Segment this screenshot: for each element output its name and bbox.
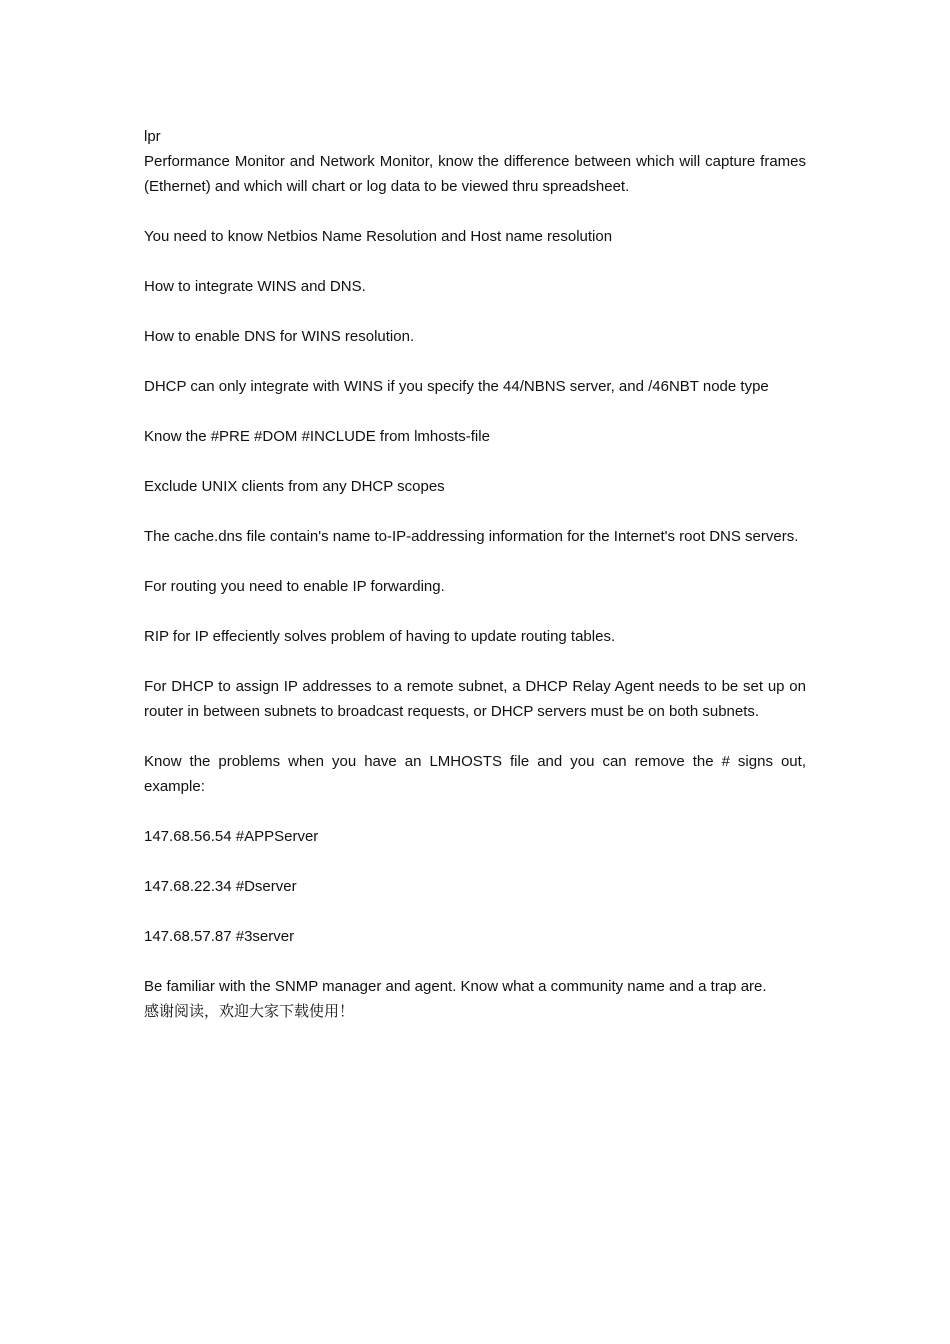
paragraph-thanks: 感谢阅读，欢迎大家下载使用！ (144, 1002, 355, 1020)
paragraph-netbios: You need to know Netbios Name Resolution and Host name resolution (144, 228, 613, 245)
paragraph-exclude-unix: Exclude UNIX clients from any DHCP scopes (144, 478, 445, 495)
paragraph-ip-dserver: 147.68.22.34 #Dserver (144, 878, 297, 895)
paragraph-lmhosts-problems: Know the problems when you have an LMHOSTS file and you can remove the # signs out, example: (144, 753, 806, 795)
paragraph-rip: RIP for IP effeciently solves problem of having to update routing tables. (144, 628, 616, 645)
paragraph-ip-3server: 147.68.57.87 #3server (144, 928, 295, 945)
document-body (144, 124, 806, 1024)
paragraph-wins-dns: How to integrate WINS and DNS. (144, 278, 366, 295)
paragraph-cache-dns: The cache.dns file contain's name to-IP-addressing information for the Internet's root DNS servers. (144, 528, 799, 545)
paragraph-ip-forwarding: For routing you need to enable IP forwarding. (144, 578, 445, 595)
paragraph-performance-monitor: Performance Monitor and Network Monitor, know the difference between which will capture frames (Ethernet) and which will chart or log data to be viewed thru spreadsheet. (144, 153, 806, 195)
paragraph-lpr: lpr (144, 128, 161, 145)
paragraph-lmhosts-tags: Know the #PRE #DOM #INCLUDE from lmhosts-file (144, 428, 490, 445)
paragraph-dhcp-wins: DHCP can only integrate with WINS if you specify the 44/NBNS server, and /46NBT node type (144, 378, 769, 395)
paragraph-snmp: Be familiar with the SNMP manager and agent. Know what a community name and a trap are. (144, 978, 767, 995)
paragraph-ip-appserver: 147.68.56.54 #APPServer (144, 828, 319, 845)
paragraph-enable-dns: How to enable DNS for WINS resolution. (144, 328, 415, 345)
paragraph-dhcp-relay: For DHCP to assign IP addresses to a remote subnet, a DHCP Relay Agent needs to be set up on router in between subnets to broadcast requests, or DHCP servers must be on both subnets. (144, 678, 806, 720)
